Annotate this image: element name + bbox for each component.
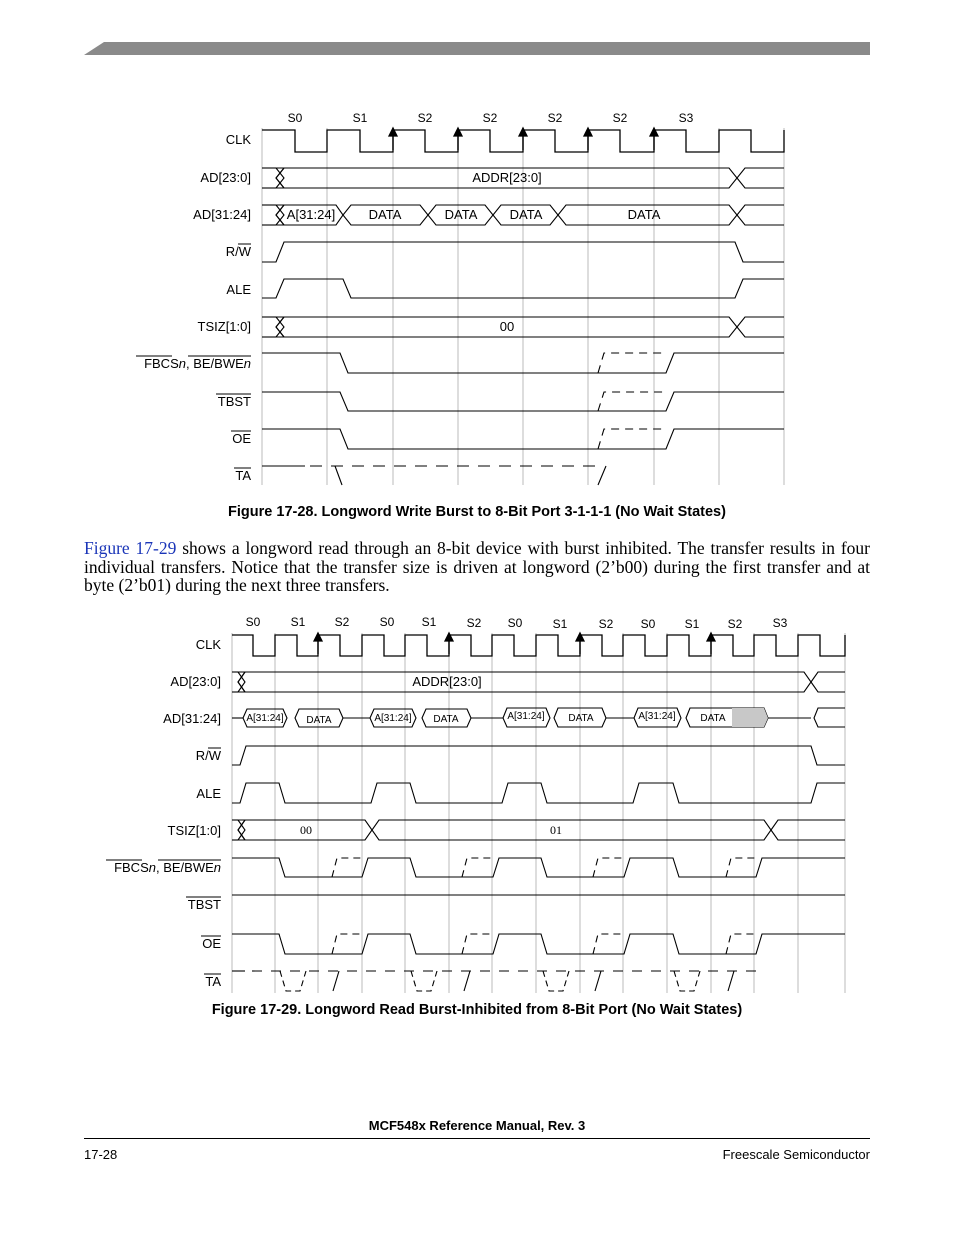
ad31-bus-value: DATA [306,715,332,726]
ad31-bus-value: A[31:24] [507,711,545,722]
state-label: S2 [482,111,498,125]
signal-label-ad31: AD[31:24] [163,711,221,726]
ad31-bus-value: A[31:24] [246,713,284,724]
signal-label-ta: TA [205,974,221,989]
tsiz-bus-value: 00 [300,823,312,837]
ad31-bus-value: DATA [444,207,478,222]
state-label: S2 [466,616,482,630]
state-label: S0 [245,615,261,629]
ad31-bus-value: A[31:24] [286,207,336,222]
state-label: S2 [334,615,350,629]
ad31-bus-value: DATA [627,207,661,222]
state-label: S1 [352,111,368,125]
clk-waveform [232,635,845,656]
signal-label-ta: TA [235,468,251,483]
ad23-bus-value: ADDR[23:0] [412,674,482,689]
ad31-bus-value: DATA [700,713,726,724]
figure-link[interactable]: Figure 17-29 [84,538,177,558]
tsiz-bus-value: 00 [499,319,515,334]
state-label: S0 [379,615,395,629]
state-label: S0 [287,111,303,125]
paragraph-text: shows a longword read through an 8-bit device with burst inhibited. The transfer results in four individual transfers. Notice that the transfer size is driven at longword (2’b00) during the first transfer and at byte (2’b01) during the next three transfers. [84,538,870,595]
signal-label-tbst: TBST [217,394,251,409]
state-label: S2 [612,111,628,125]
figure-caption-17-29: Figure 17-29. Longword Read Burst-Inhibited from 8-Bit Port (No Wait States) [211,1002,743,1018]
state-label: S1 [552,617,568,631]
ad31-bus-value: DATA [509,207,543,222]
state-label: S0 [640,617,656,631]
figure-caption-17-28: Figure 17-28. Longword Write Burst to 8-Bit Port 3-1-1-1 (No Wait States) [228,504,726,520]
signal-label-clk: CLK [225,132,251,147]
ad23-bus-value: ADDR[23:0] [472,170,542,185]
tsiz-waveform [232,820,845,840]
signal-label-oe: OE [202,936,221,951]
signal-label-clk: CLK [195,637,221,652]
ad31-bus-value: DATA [568,713,594,724]
signal-label-tbst: TBST [187,897,221,912]
signal-label-ad31: AD[31:24] [193,207,251,222]
signal-label-tsiz: TSIZ[1:0] [197,319,251,334]
ale-waveform [232,783,845,803]
state-label: S1 [290,615,306,629]
footer-rule [84,1138,870,1139]
grid-lines [232,633,845,993]
ad31-bus-value: DATA [368,207,402,222]
fbcs-waveform [232,858,845,877]
signal-label-fbcs: FBCSn, BE/BWEn [114,860,221,875]
signal-label-ad23: AD[23:0] [170,674,221,689]
state-label: S2 [417,111,433,125]
rw-waveform [232,746,845,765]
state-label: S2 [547,111,563,125]
state-label: S3 [772,616,788,630]
state-label: S1 [421,615,437,629]
signal-label-oe: OE [232,431,251,446]
ad31-bus-value: DATA [433,714,459,725]
state-label: S1 [684,617,700,631]
company-name: Freescale Semiconductor [722,1147,870,1162]
state-label: S0 [507,616,523,630]
state-label: S2 [727,617,743,631]
ta-waveform [232,971,760,991]
state-label: S3 [678,111,694,125]
signal-label-rw: R/W [225,244,251,259]
signal-label-tsiz: TSIZ[1:0] [167,823,221,838]
signal-label-fbcs: FBCSn, BE/BWEn [144,356,251,371]
signal-label-ad23: AD[23:0] [200,170,251,185]
page-number: 17-28 [84,1147,118,1162]
state-label: S2 [598,617,614,631]
ad31-bus-value: A[31:24] [374,713,412,724]
signal-label-rw: R/W [195,748,221,763]
signal-label-ale: ALE [226,282,251,297]
ad23-waveform [232,672,845,692]
signal-label-ale: ALE [196,786,221,801]
footer-title: MCF548x Reference Manual, Rev. 3 [368,1118,586,1133]
tsiz-bus-value: 01 [550,823,562,837]
ad31-bus-value: A[31:24] [638,711,676,722]
oe-waveform [232,934,845,954]
